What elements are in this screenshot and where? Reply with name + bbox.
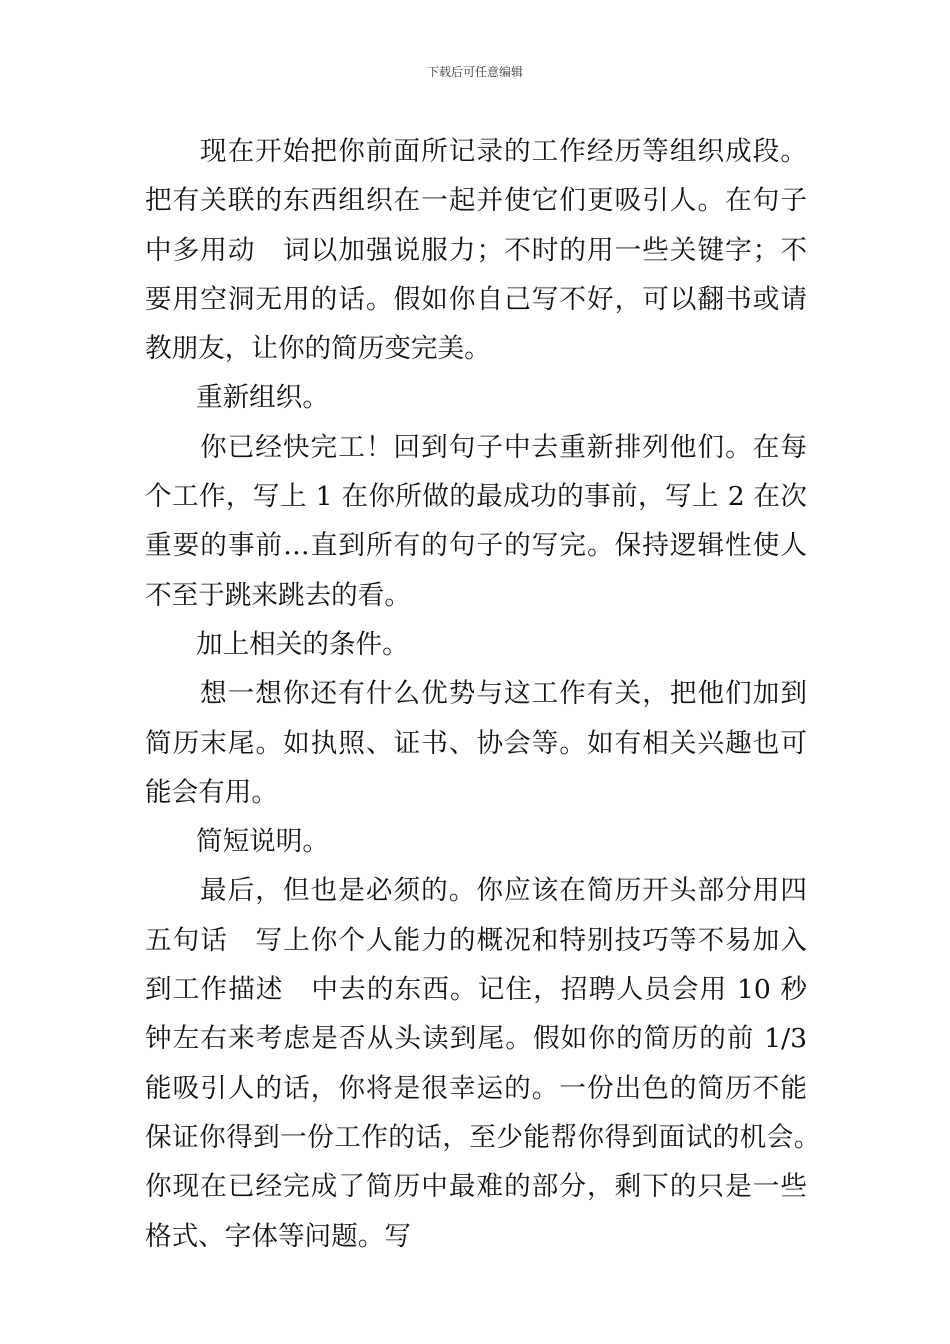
- page-header: 下载后可任意编辑: [426, 65, 523, 79]
- section-heading-add-conditions: 加上相关的条件。: [196, 628, 409, 660]
- section-heading-brief-summary: 简短说明。: [196, 826, 329, 858]
- section-heading-reorganize: 重新组织。: [196, 382, 329, 414]
- paragraph-summary: 最后，但也是必须的。你应该在简历开头部分用四五句话 写上你个人能力的概况和特别技巧等不易加入到工作描述 中去的东西。记住，招聘人员会用 10 秒钟左右来考虑是否从头读到尾。假如你的简历的前 1/3 能吸引人的话，你将是很幸运的。一份出色的简历不能保证你得到一份工作的话，至少能帮你得到面试的机会。 你现在已经完成了简历中最难的部分，剩下的只是一些格式、字体等问题。写: [145, 875, 834, 1252]
- paragraph-reorder-sentences: 你已经快完工！回到句子中去重新排列他们。在每个工作，写上 1 在你所做的最成功的事前，写上 2 在次重要的事前…直到所有的句子的写完。保持逻辑性使人不至于跳来跳去的看。: [145, 431, 807, 611]
- paragraph-organize-experience: 现在开始把你前面所记录的工作经历等组织成段。把有关联的东西组织在一起并使它们更吸引人。在句子中多用动 词以加强说服力；不时的用一些关键字；不要用空洞无用的话。假如你自己写不好，可以翻书或请教朋友，让你的简历变完美。: [145, 136, 807, 365]
- document-body: [145, 127, 834, 1261]
- paragraph-add-strengths: 想一想你还有什么优势与这工作有关，把他们加到简历末尾。如执照、证书、协会等。如有相关兴趣也可能会有用。: [145, 678, 807, 808]
